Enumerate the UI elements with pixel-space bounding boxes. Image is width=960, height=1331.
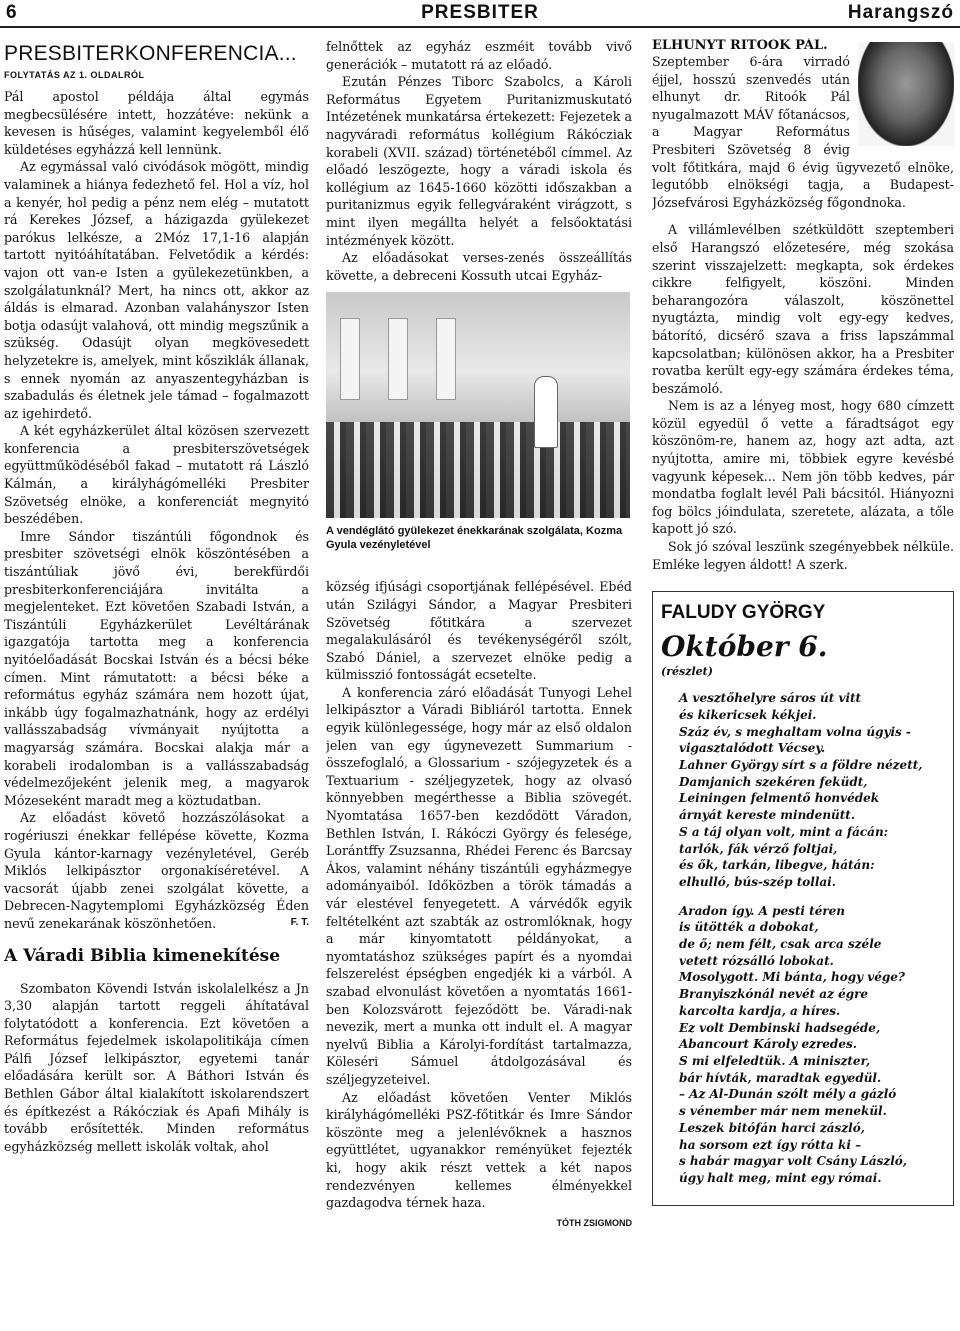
poem-line: S a táj olyan volt, mint a fácán: bbox=[679, 824, 889, 839]
poem-line: Damjanich szekéren feküdt, bbox=[679, 774, 868, 789]
poem-line: árnyát kereste mindenütt. bbox=[679, 808, 856, 823]
article-paragraph: A két egyházkerület által közösen szervezett konferencia a presbiterszövetségek együttműködéséből fakad – mutatott rá László Kálmán, a királyhágómelléki Presbiter Szövetség elnöke, a konferenciát megnyitó beszédében. bbox=[4, 423, 309, 527]
poem-line: s habár magyar volt Csány László, bbox=[679, 1154, 907, 1169]
author-signature: TÓTH ZSIGMOND bbox=[556, 1217, 632, 1228]
poem-line: Abancourt Károly ezredes. bbox=[679, 1037, 857, 1052]
church-window bbox=[340, 318, 360, 400]
article-paragraph: Az egymással való civódások mögött, mindig valaminek a hiánya fedezhető fel. Hol a víz, hol a kenyér, hol pedig a pénz nem elég – mutatott rá Kerekes József, a házigazda gyülekezet parókus lelkésze, a 2Móz 17,1-16 alapján tartott nyitóáhítatában. Felvetődik a kérdés: vajon ott van-e Isten a gyülekezetünkben, a szolgálatunknál? Mert, ha nincs ott, akkor az áldás is elmarad. Azonban valahányszor Isten botja odasújt valahová, ott mindig megszűnik a szükség. Odasújt olyan megkövesedett helyzetekre is, amelyek, mint kősziklák állanak, s ennek nyomán az anyaszentegyházban is szabadulás és életnek jele támad – fogalmazott az igehirdető. bbox=[4, 159, 309, 421]
poem-line: Ez volt Dembinski hadsegéde, bbox=[679, 1020, 881, 1035]
page-header bbox=[0, 0, 960, 28]
obituary-paragraph: Sok jó szóval leszünk szegényebbek nélküle. Emléke legyen áldott! A szerk. bbox=[652, 539, 954, 572]
continued-note: FOLYTATÁS AZ 1. OLDALRÓL bbox=[4, 70, 145, 80]
obituary-text: Szeptember 6-ára virradó éjjel, hosszú szenvedés után elhunyt dr. Ritoók Pál nyugalmazott MÁV főtanácsos, a Magyar Református Presbiteri Szövetség 8 évig volt főtitkára, majd 6 évig ügyvezető elnöke, legutóbb elnökségi tagja, a Budapest-Józsefvárosi Egyházközség főgondnoka. bbox=[652, 54, 954, 210]
poem-line: Aradon így. A pesti téren bbox=[679, 903, 846, 918]
article-heading: A Váradi Biblia kimenekítése bbox=[4, 945, 281, 966]
poem-stanza bbox=[679, 903, 945, 1187]
publication-title: PRESBITER bbox=[421, 2, 539, 23]
poem-line: ha sorsom ezt így rótta ki – bbox=[679, 1137, 862, 1152]
poem-line: de ő; nem félt, csak arca széle bbox=[679, 937, 882, 952]
poem-line: és ők, tarkán, libegve, hátán: bbox=[679, 858, 875, 873]
article-paragraph: Az előadást követően Venter Miklós királyhágómelléki PSZ-főtitkár és Imre Sándor köszönte meg a jelenlévőknek a hasznos együttlétet, ugyanakkor reményüket fejezték ki, hogy akik részt vettek a két napos rendezvényen kellemes élményekkel gazdagodva térnek haza. bbox=[326, 1089, 632, 1211]
column-right bbox=[652, 38, 954, 1206]
poem-line: vigasztalódott Vécsey. bbox=[679, 741, 826, 756]
poem-line: elhulló, bús-szép tollai. bbox=[679, 874, 836, 889]
poem-line: Branyiszkónál nevét az égre bbox=[679, 987, 869, 1002]
poem-line: vetett rózsálló lobokat. bbox=[679, 953, 834, 968]
column-left bbox=[4, 38, 309, 1155]
poem-line: s vénember már nem menekül. bbox=[679, 1104, 887, 1119]
article-paragraph: Szombaton Kövendi István iskolalelkész a Jn 3,30 alapján tartott reggeli áhítatával folytatódott a konferencia. Ezt követően a Református fejedelmek iskolapolitikája címen Pálfi József lelkipásztor, egyetemi tanár előadására került sor. A Báthori István és Bethlen Gábor által kialakított iskolarendszert és építkezést a Rákócziak és Apafi Mihály is tovább erősítették. Minden református egyházközség mellett iskolák voltak, ahol bbox=[4, 980, 309, 1154]
poem-stanza bbox=[679, 690, 945, 890]
poem-line: Száz év, s meghaltam volna úgyis - bbox=[679, 724, 911, 739]
obituary-paragraph: Nem is az a lényeg most, hogy 680 címzett közül egyedül ő vette a fáradtságot egy köszönöm-re, hanem az, hogy azt adta, azt nyújtotta, amire mi, többiek egyre kevésbé vagyunk képesek... Nem jön több kedves, pár mondatba foglalt levél Pali bácsitól. Hiányozni fog bölcs jóindulata, szeretete, alázata, a tőle kapott jó szó. bbox=[652, 398, 954, 537]
poem-line: A vesztőhelyre sáros út vitt bbox=[679, 691, 862, 706]
obituary-paragraph: A villámlevélben szétküldött szeptemberi első Harangszó előzetesére, még szokása szerint visszajelzett: megkapta, sok érdekes cikkre felfigyelt, köszöni. Minden beharangozóra válaszolt, köszönettel nyugtázta, mindig volt egy-egy kedves, bátorító, dicsérő szava a friss lapszámmal kapcsolatban; különösen akkor, ha a Presbiter rovatba került egy-egy számára érdekes téma, beszámoló. bbox=[652, 222, 954, 396]
choir-photo bbox=[326, 292, 630, 518]
poem-line: úgy halt meg, mint egy római. bbox=[679, 1170, 882, 1185]
poem-box bbox=[652, 591, 954, 1205]
photo-caption: A vendéglátó gyülekezet énekkarának szolgálata, Kozma Gyula vezényletével bbox=[326, 525, 623, 552]
author-signature: F. T. bbox=[290, 916, 309, 928]
choir-group bbox=[326, 422, 630, 518]
article-paragraph: felnőttek az egyház eszméit tovább vivő generációk – mutatott rá az előadó. bbox=[326, 39, 632, 72]
obituary-title: ELHUNYT RITOÓK PÁL. bbox=[652, 38, 828, 53]
article-paragraph: Ezután Pénzes Tiborc Szabolcs, a Károli Református Egyetem Puritanizmuskutató Intézetének munkatársa értekezett: Fejezetek a nagyváradi református kollégium Rákócziak korabeli (XVII. század) történetéből címmel. Az előadó leszögezte, hogy a váradi iskola és kollégium az 1645-1660 közötti időszakban a puritanizmus egyik fellegváraként virágzott, s mint ilyen megállta helyét a felsőoktatási intézmények között. bbox=[326, 74, 632, 248]
poem-line: Leszek bitófán harci zászló, bbox=[679, 1120, 865, 1135]
section-title: Harangszó bbox=[847, 2, 954, 23]
poem-line: Lahner György sírt s a földre nézett, bbox=[679, 758, 923, 773]
conductor-figure bbox=[534, 376, 558, 448]
page-number: 6 bbox=[6, 2, 17, 23]
portrait-photo bbox=[858, 42, 954, 146]
poem-author: FALUDY GYÖRGY bbox=[661, 602, 826, 624]
article-paragraph: Pál apostol példája által egymás megbecsülésére intett, hozzátéve: nekünk a kevesen is hűséges, valamint kegyelemből élő küldetéses egyházzá kell lennünk. bbox=[4, 89, 309, 157]
article-paragraph: A konferencia záró előadását Tunyogi Lehel lelkipásztor a Váradi Bibliáról tartotta. Ennek egyik különlegessége, hogy már az első oldalon jelen van egy úgynevezett Summarium - összefoglaló, a Glossarium - szójegyzetek és a Textuarium - széljegyzetek, hogy az olvasó könnyebben megérthesse a Biblia szövegét. Nyomtatása 1657-ben kezdődött Váradon, Bethlen István, I. Rákóczi György és felesége, Lorántffy Zsuzsanna, Rhédei Ferenc és Barcsay Ákos, valamint néhány tiszántúli egyházmegye adományaiból. Időközben a török támadás a vár elestével fenyegetett. A várvédők egyik feltételként azt szabták az ostromlóknak, hogy a már kinyomtatott példányokat, a nyomtatáshoz szükséges papírt és a nyomdai felszerelést épségben engedjék ki a várból. A szabad elvonulást követően a nyomtatás 1661-ben Kolozsvárott fejeződött be. Váradi-nak nevezik, mert a munka ott indult el. A magyar nyelvű Biblia a Károlyi-fordítást tartalmazza, Köleséri Sámuel átdolgozásával és széljegyzeteivel. bbox=[326, 684, 632, 1087]
article-paragraph: Az előadásokat verses-zenés összeállítás követte, a debreceni Kossuth utcai Egyház- bbox=[326, 250, 632, 283]
poem-line: és kikericsek kékjei. bbox=[679, 707, 817, 722]
poem-note: (részlet) bbox=[661, 665, 713, 679]
poem-line: Mosolygott. Mi bánta, hogy vége? bbox=[679, 970, 905, 985]
article-paragraph: község ifjúsági csoportjának fellépésével. Ebéd után Szilágyi Sándor, a Magyar Presbiteri Szövetség főtitkára a szervezet megalakulásáról és tevékenységéről szólt, Szabó Dániel, a szervezet elnöke pedig a külmisszió fontosságát ecsetelte. bbox=[326, 579, 632, 683]
poem-line: – Az Al-Dunán szólt mély a gázló bbox=[679, 1087, 897, 1102]
poem-line: tarlók, fák vérző foltjai, bbox=[679, 841, 838, 856]
poem-line: is ütötték a dobokat, bbox=[679, 920, 819, 935]
article-kicker: PRESBITERKONFERENCIA... bbox=[4, 42, 297, 65]
poem-line: karcolta kardja, a híres. bbox=[679, 1003, 841, 1018]
article-paragraph: Imre Sándor tiszántúli főgondnok és presbiter szövetségi elnök köszöntésében a tiszántúliak jövő évi, berekfürdői presbiterkonferenciájára invitálta a megjelenteket. Ezt követően Szabadi István, a Tiszántúli Egyházkerület Levéltárának igazgatója tartotta meg a konferencia nyitóelőadását Bocskai István és a bécsi béke címen. Mint rámutatott: a bécsi béke a református egyház számára nem hozott újat, inkább úgy fogalmazhatnánk, hogy az erdélyi vallásszabadság vívmányait nyújtotta a magyarság számára. Bocskai alakja már a korabeli irodalomban is a vallásszabadság védelmezőjeként jelenik meg, a magyarok Mózeseként maradt meg a köztudatban. bbox=[4, 528, 309, 808]
article-paragraph: Az előadást követő hozzászólásokat a rogériuszi énekkar fellépése követte, Kozma Gyula kántor-karnagy vezényletével, Geréb Miklós lelkipásztor orgonakíséretével. A vacsorát újabb zenei szolgálat követte, a Debrecen-Nagytemplomi Egyházközség Éden nevű zenekarának köszönhetően. bbox=[4, 810, 309, 931]
poem-line: Leiningen felmentő honvédek bbox=[679, 791, 880, 806]
poem-line: bár hívták, maradtak egyedül. bbox=[679, 1070, 882, 1085]
poem-title: Október 6. bbox=[661, 630, 828, 664]
church-window bbox=[436, 318, 456, 400]
column-middle bbox=[326, 38, 632, 1228]
church-window bbox=[388, 318, 408, 400]
poem-line: S mi elfeledtük. A miniszter, bbox=[679, 1053, 871, 1068]
